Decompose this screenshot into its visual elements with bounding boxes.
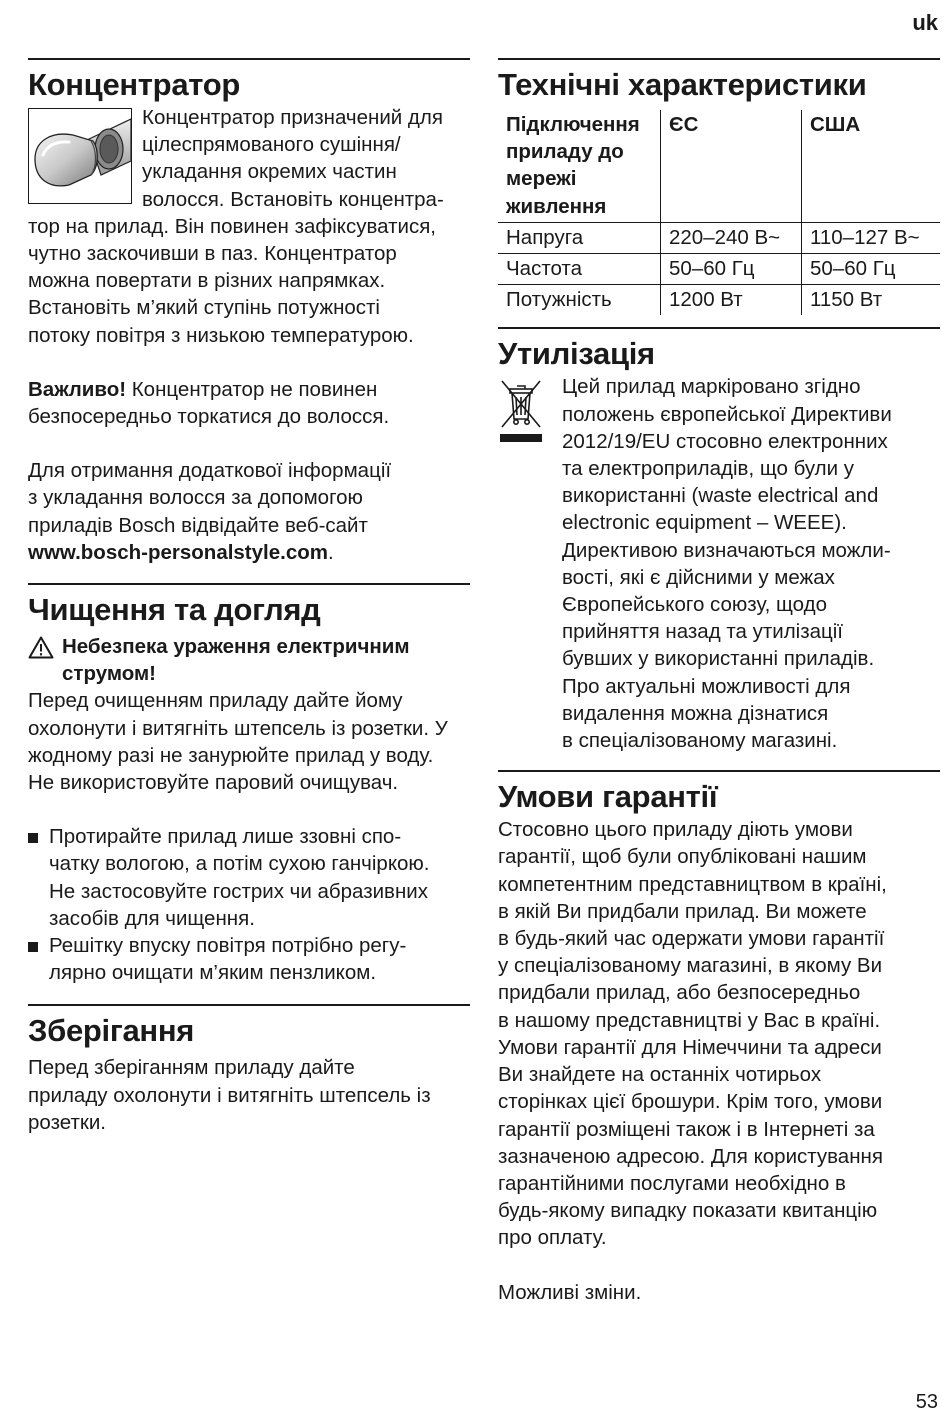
cleaning-bullet-list [28, 823, 470, 986]
warning-triangle-icon [28, 633, 62, 687]
table-cell: 220–240 В~ [661, 222, 802, 253]
list-item: Решітку впуску повітря потрібно регу- лярно очищати м’яким пензликом. [28, 932, 470, 986]
table-cell: Потужність [498, 285, 661, 316]
table-header-row [498, 110, 940, 222]
table-header-cell: США [802, 110, 941, 222]
warranty-heading: Умови гарантії [498, 779, 718, 815]
table-cell: 110–127 В~ [802, 222, 941, 253]
table-cell: 1200 Вт [661, 285, 802, 316]
changes-note: Можливі зміни. [498, 1280, 642, 1304]
table-cell: 1150 Вт [802, 285, 941, 316]
storage-heading: Зберігання [28, 1013, 195, 1049]
info-paragraph: Для отримання додаткової інформації з укладання волосся за допомогою приладів Bosch відвідайте веб-сайт www.bosch-personalstyle.com. [28, 459, 392, 564]
specs-section [498, 58, 940, 315]
table-cell: Напруга [498, 222, 661, 253]
warranty-text: Стосовно цього приладу діють умови гарантії, щоб були опубліковані нашим компетентним представництвом в країні, в якій Ви придбали прилад. Ви можете в будь-який час одержати умови гарантії у спеціалізованому магазині, в якому Ви придбали прилад, або безпосередньо в нашому представництві у Вас в країні. Умови гарантії для Німеччини та адреси Ви знайдете на останніх чотирьох сторінках цієї брошури. Крім того, умови гарантії розміщені також і в Інтернеті за зазначеною адресою. Для користування гарантійними послугами необхідно в будь-якому випадку показати квитанцію про оплату. [498, 818, 887, 1250]
bullet-square-icon [28, 823, 49, 932]
disposal-text: Цей прилад маркіровано згідно положень європейської Директиви 2012/19/EU стосовно електронних та електроприладів, що були у використанні (waste electrical and electronic equipment – WEEE). Директивою визначаються можли- вості, які є дійсними у межах Європейського союзу, щодо прийняття назад та утилізації бувших у використанні приладів. Про актуальні можливості для видалення можна дізнатися в спеціалізованому магазині. [562, 375, 892, 753]
concentrator-heading: Концентратор [28, 67, 241, 102]
concentrator-intro: Концентратор призначений для цілеспрямованого сушіння/ укладання окремих частин волосся. Встановіть концентра- [142, 106, 444, 211]
right-column [498, 58, 940, 1306]
concentrator-section [28, 58, 470, 566]
cleaning-body: Перед очищенням приладу дайте йому охолонути і витягніть штепсель із розетки. У жодному разі не занурюйте прилад у воду. Не використовуйте паровий очищувач. [28, 689, 448, 795]
concentrator-body: тор на прилад. Він повинен зафіксуватися, чутно заскочивши в паз. Концентратор можна повертати в різних напрямках. Встановіть м’який ступінь потужності потоку повітря з низькою температурою. [28, 214, 436, 347]
bullet-square-icon [28, 932, 49, 986]
table-cell: Частота [498, 254, 661, 285]
page-number: 53 [915, 1391, 938, 1413]
table-cell: 50–60 Гц [802, 254, 941, 285]
table-row [498, 254, 940, 285]
warranty-section [498, 770, 940, 1305]
electric-shock-warning: Небезпека ураження електричним струмом! [28, 633, 470, 687]
concentrator-illustration [28, 108, 132, 204]
specs-heading: Технічні характеристики [498, 67, 867, 102]
disposal-heading: Утилізація [498, 336, 655, 372]
list-item: Протирайте прилад лише ззовні спо- чатку вологою, а потім сухою ганчіркою. Не застосовуйте гострих чи абразивних засобів для чищення. [28, 823, 470, 932]
specs-table [498, 110, 940, 315]
crossed-out-bin-icon [498, 373, 562, 754]
disposal-section [498, 327, 940, 754]
storage-body: Перед зберіганням приладу дайте приладу охолонути і витягніть штепсель із розетки. [28, 1056, 431, 1134]
cleaning-heading: Чищення та догляд [28, 592, 321, 628]
table-cell: 50–60 Гц [661, 254, 802, 285]
website-link[interactable]: www.bosch-personalstyle.com [28, 540, 328, 564]
disposal-block [498, 373, 940, 754]
table-header-cell: Підключення приладу до мережі живлення [506, 113, 640, 218]
important-note: Важливо! Концентратор не повинен безпосередньо торкатися до волосся. [28, 377, 390, 429]
left-column [28, 58, 470, 1136]
storage-section [28, 1004, 470, 1136]
table-row [498, 285, 940, 316]
table-row [498, 222, 940, 253]
table-header-cell: ЄС [661, 110, 802, 222]
language-code: uk [912, 10, 938, 35]
cleaning-section [28, 583, 470, 986]
important-label: Важливо! [28, 377, 127, 401]
